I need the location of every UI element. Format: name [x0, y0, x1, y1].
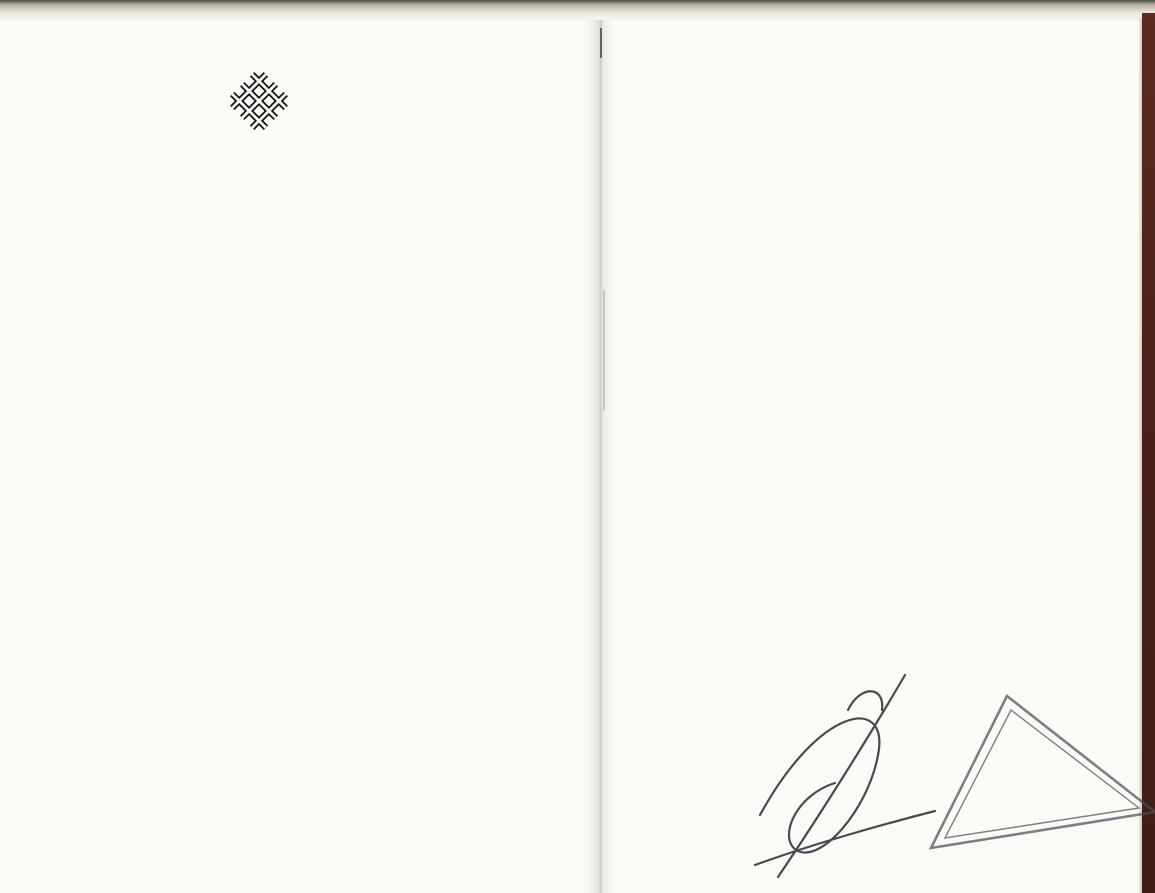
- endless-knot-icon: [224, 64, 294, 138]
- fold-mark: [600, 28, 602, 58]
- org-right: [320, 64, 578, 138]
- left-page: [2, 64, 586, 148]
- org-left: [2, 64, 198, 138]
- institute-logo: [198, 64, 320, 138]
- triangular-stamp: [915, 662, 1155, 872]
- document-header: [2, 64, 586, 138]
- page-fold: [586, 20, 614, 893]
- scanner-edge-top: [0, 0, 1155, 22]
- fold-mark: [603, 290, 605, 410]
- right-page: [602, 72, 1143, 84]
